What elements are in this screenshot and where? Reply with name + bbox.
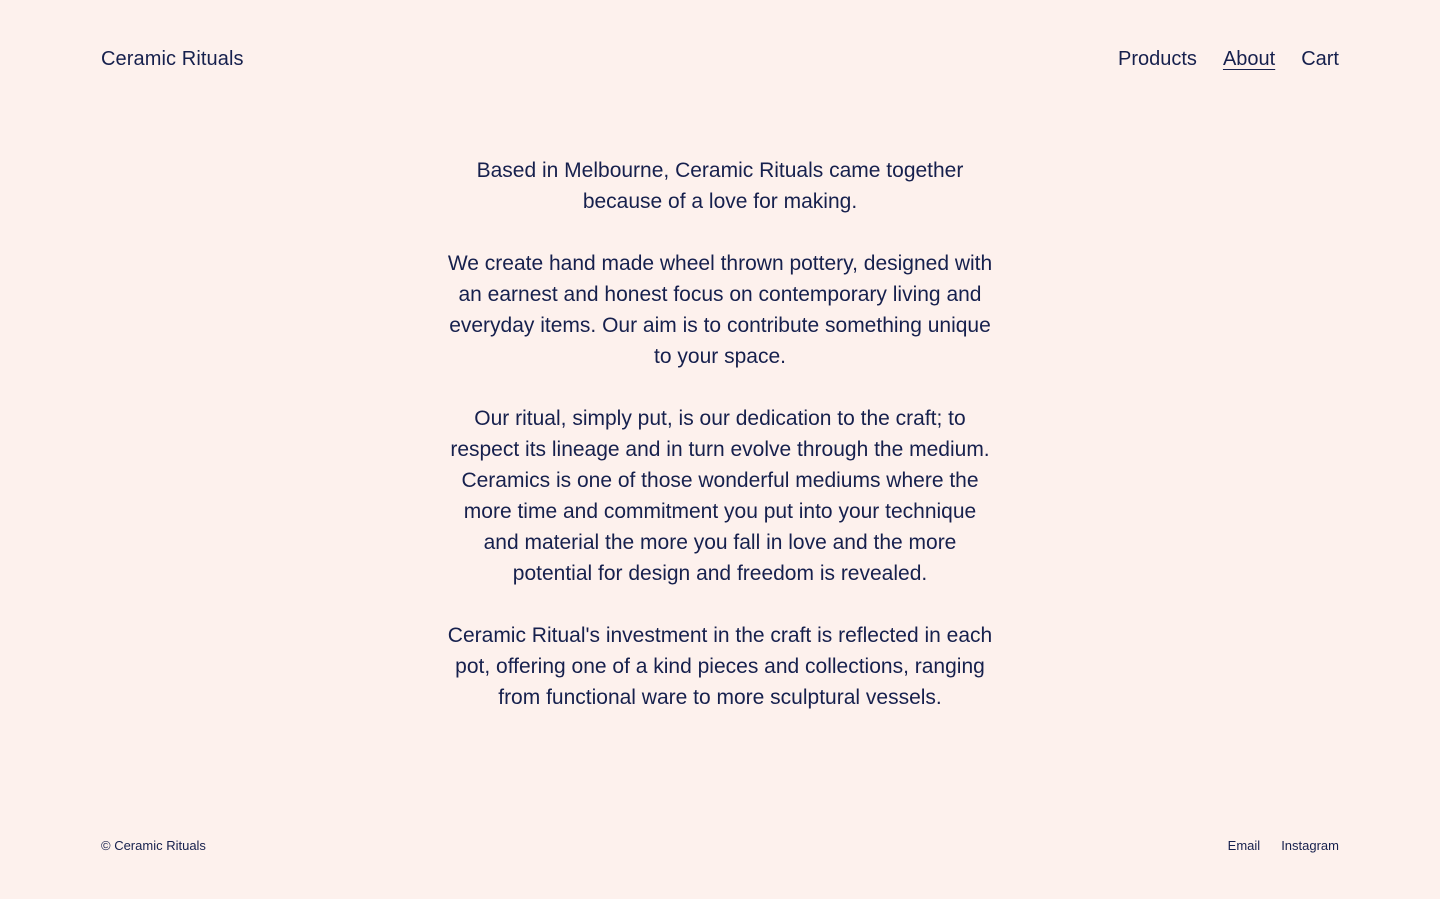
site-header	[0, 0, 1440, 118]
footer-email-link[interactable]: Email	[1227, 838, 1261, 853]
brand-logo-link[interactable]: Ceramic Rituals	[101, 48, 244, 70]
nav-cart-link[interactable]: Cart	[1301, 48, 1339, 70]
main-nav	[1118, 45, 1339, 73]
nav-about-link[interactable]: About	[1222, 48, 1276, 70]
about-paragraph: Ceramic Ritual's investment in the craft is reflected in each pot, offering one of a kind pieces and collections, ranging from functional ware to more sculptural vessels.	[447, 624, 993, 709]
about-paragraph: Our ritual, simply put, is our dedication to the craft; to respect its lineage and in turn evolve through the medium. Ceramics is one of those wonderful mediums where the more time and commitment you put into your technique and material the more you fall in love and the more potential for design and freedom is revealed.	[450, 407, 990, 585]
site-footer	[0, 832, 1440, 862]
about-paragraph: We create hand made wheel thrown pottery, designed with an earnest and honest focus on contemporary living and everyday items. Our aim is to contribute something unique to your space.	[447, 252, 993, 368]
about-content	[445, 155, 995, 744]
nav-products-link[interactable]: Products	[1118, 48, 1197, 70]
footer-links	[1228, 837, 1339, 855]
about-paragraph: Based in Melbourne, Ceramic Rituals came together because of a love for making.	[476, 159, 964, 213]
copyright-text: © Ceramic Rituals	[101, 838, 206, 853]
footer-instagram-link[interactable]: Instagram	[1281, 838, 1339, 853]
